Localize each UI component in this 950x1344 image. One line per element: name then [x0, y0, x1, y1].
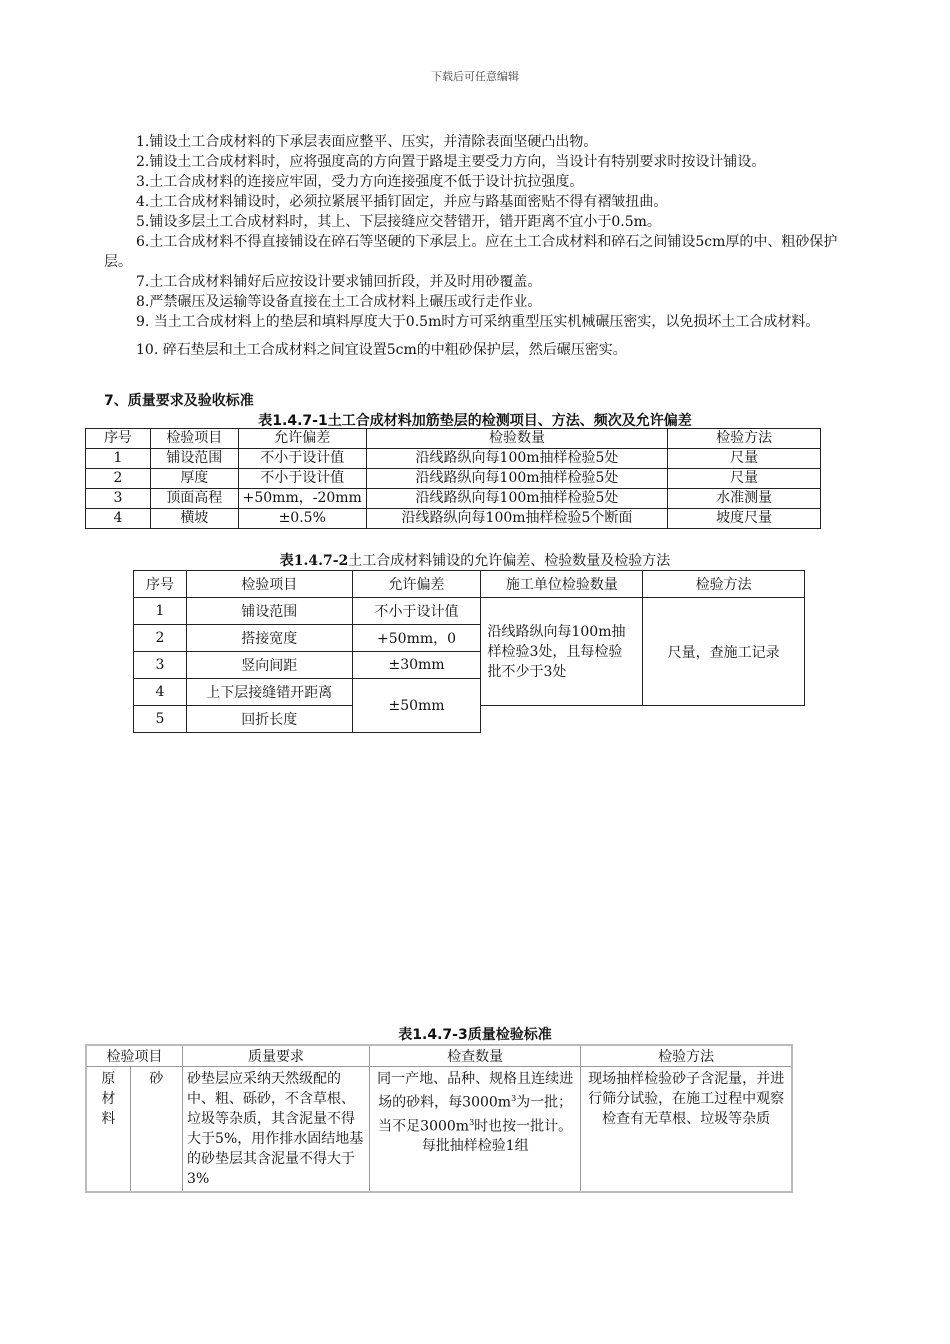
table3-quantity-sup2: 3: [469, 1117, 475, 1127]
paragraph-6: 6.土工合成材料不得直接铺设在碎石等坚硬的下承层上。应在土工合成材料和碎石之间铺设5cm厚的中、粗砂保护层。: [104, 234, 838, 270]
table1-header-cell: 序号: [86, 429, 151, 449]
table2-empty-cell: [481, 706, 643, 733]
table1: [85, 428, 821, 529]
table-row: [86, 469, 821, 489]
paragraph-3: 3.土工合成材料的连接应牢固，受力方向连接强度不低于设计抗拉强度。: [136, 174, 584, 190]
table1-cell: 铺设范围: [150, 449, 238, 469]
table1-caption: 表1.4.7-1土工合成材料加筋垫层的检测项目、方法、频次及允许偏差: [258, 413, 692, 429]
table-row: [86, 449, 821, 469]
table1-cell: 不小于设计值: [238, 469, 366, 489]
table1-cell: 沿线路纵向每100m抽样检验5个断面: [366, 509, 668, 529]
table3-header-cell: 检验项目: [86, 1045, 183, 1067]
table1-cell: 4: [86, 509, 151, 529]
table1-cell: 3: [86, 489, 151, 509]
paragraph-2: 2.铺设土工合成材料时，应将强度高的方向置于路堤主要受力方向，当设计有特别要求时按设计铺设。: [136, 154, 766, 170]
table2-cell: 4: [134, 679, 187, 706]
paragraph-1: 1.铺设土工合成材料的下承层表面应整平、压实，并清除表面坚硬凸出物。: [136, 134, 598, 150]
table1-cell: 沿线路纵向每100m抽样检验5处: [366, 489, 668, 509]
table2-cell: ±30mm: [352, 652, 481, 679]
table3-caption: 表1.4.7-3质量检验标准: [398, 1027, 552, 1043]
table2-caption: [0, 550, 950, 570]
paragraph-7: 7.土工合成材料铺好后应按设计要求铺回折段，并及时用砂覆盖。: [136, 274, 542, 290]
table2-method-cell: 尺量，查施工记录: [643, 598, 805, 706]
table2-cell: +50mm，0: [352, 625, 481, 652]
table2-cell: 搭接宽度: [186, 625, 352, 652]
table1-cell: 1: [86, 449, 151, 469]
table1-cell: +50mm，-20mm: [238, 489, 366, 509]
table1-cell: 水准测量: [668, 489, 821, 509]
table3-quantity: [370, 1067, 580, 1158]
table1-cell: 横坡: [150, 509, 238, 529]
table3-quantity-part3: 时也按一批计。每批抽样检验1组: [421, 1118, 573, 1155]
table3-quantity-cell: [370, 1067, 581, 1193]
table1-cell: 尺量: [668, 469, 821, 489]
table1-header-row: [86, 429, 821, 449]
table1-cell: 沿线路纵向每100m抽样检验5处: [366, 469, 668, 489]
table2-caption-number: 表1.4.7-2: [279, 553, 349, 569]
table2-cell: 上下层接缝错开距离: [186, 679, 352, 706]
table1-header-cell: 检验项目: [150, 429, 238, 449]
table2-header-cell: 允许偏差: [352, 571, 481, 598]
table1-cell: 2: [86, 469, 151, 489]
paragraph-5: 5.铺设多层土工合成材料时，其上、下层接缝应交替错开，错开距离不宜小于0.5m。: [136, 214, 661, 230]
table3-header-cell: 检查数量: [370, 1045, 581, 1067]
table2-cell: 2: [134, 625, 187, 652]
table1-cell: 尺量: [668, 449, 821, 469]
table2-quantity-cell: 沿线路纵向每100m抽样检验3处，且每检验批不少于3处: [481, 598, 643, 706]
table2-header-cell: 施工单位检验数量: [481, 571, 643, 598]
table3-quantity-sup1: 3: [511, 1094, 517, 1103]
table3-header-cell: 质量要求: [183, 1045, 370, 1067]
table3-requirement: 砂垫层应采纳天然级配的中、粗、砾砂，不含草根、垃圾等杂质，其含泥量不得大于5%，用作排水固结地基的砂垫层其含泥量不得大于3%: [187, 1071, 364, 1187]
table2-cell: 铺设范围: [186, 598, 352, 625]
table3-header-row: [86, 1045, 792, 1067]
table2-cell: 竖向间距: [186, 652, 352, 679]
table3-requirement-cell: [183, 1067, 370, 1193]
table1-cell: 顶面高程: [150, 489, 238, 509]
paragraph-8: 8.严禁碾压及运输等设备直接在土工合成材料上碾压或行走作业。: [136, 294, 542, 310]
table-row: [86, 509, 821, 529]
paragraph-9: 9. 当土工合成材料上的垫层和填料厚度大于0.5m时方可采纳重型压实机械碾压密实，以免损坏土工合成材料。: [136, 314, 820, 330]
table2-empty-cell: [643, 706, 805, 733]
table3-header-cell: 检验方法: [581, 1045, 792, 1067]
table1-cell: 不小于设计值: [238, 449, 366, 469]
table3-category: 原材料: [101, 1071, 116, 1127]
table1-cell: 厚度: [150, 469, 238, 489]
table2-header-cell: 检验方法: [643, 571, 805, 598]
table2-header-cell: 序号: [134, 571, 187, 598]
table-row: [134, 598, 805, 625]
table2-header-cell: 检验项目: [186, 571, 352, 598]
table1-header-cell: 检验数量: [366, 429, 668, 449]
instruction-paragraphs: [104, 132, 840, 360]
table2-cell: 不小于设计值: [352, 598, 481, 625]
table2-header-row: [134, 571, 805, 598]
page-header: 下载后可任意编辑: [431, 70, 519, 83]
section-title: 7、质量要求及验收标准: [104, 393, 254, 409]
table3-method-cell: [581, 1067, 792, 1193]
table1-cell: ±0.5%: [238, 509, 366, 529]
table2-cell: 3: [134, 652, 187, 679]
table3-quantity-part1: 同一产地、品种、规格且连续进场的砂料，每3000m: [377, 1071, 574, 1111]
table1-cell: 坡度尺量: [668, 509, 821, 529]
table3: [85, 1044, 793, 1193]
table-row: [86, 489, 821, 509]
table3-item: 砂: [149, 1071, 164, 1087]
table1-cell: 沿线路纵向每100m抽样检验5处: [366, 449, 668, 469]
table3-item-cell: [130, 1067, 182, 1193]
table1-header-cell: 允许偏差: [238, 429, 366, 449]
paragraph-10: 10. 碎石垫层和土工合成材料之间宜设置5cm的中粗砂保护层，然后碾压密实。: [136, 342, 627, 358]
table2-caption-text: 土工合成材料铺设的允许偏差、检验数量及检验方法: [348, 553, 671, 569]
table-row: [86, 1067, 792, 1193]
table1-header-cell: 检验方法: [668, 429, 821, 449]
table2: [133, 570, 805, 733]
table2-cell: 5: [134, 706, 187, 733]
table2-cell: 1: [134, 598, 187, 625]
table2-cell: ±50mm: [352, 679, 481, 733]
table3-method: 现场抽样检验砂子含泥量，并进行筛分试验，在施工过程中观察检查有无草根、垃圾等杂质: [588, 1071, 785, 1127]
table3-quantity-part2: 为一批；当不足3000m: [378, 1094, 573, 1135]
table2-cell: 回折长度: [186, 706, 352, 733]
table3-category-cell: [86, 1067, 130, 1193]
paragraph-4: 4.土工合成材料铺设时，必须拉紧展平插钉固定，并应与路基面密贴不得有褶皱扭曲。: [136, 194, 668, 210]
